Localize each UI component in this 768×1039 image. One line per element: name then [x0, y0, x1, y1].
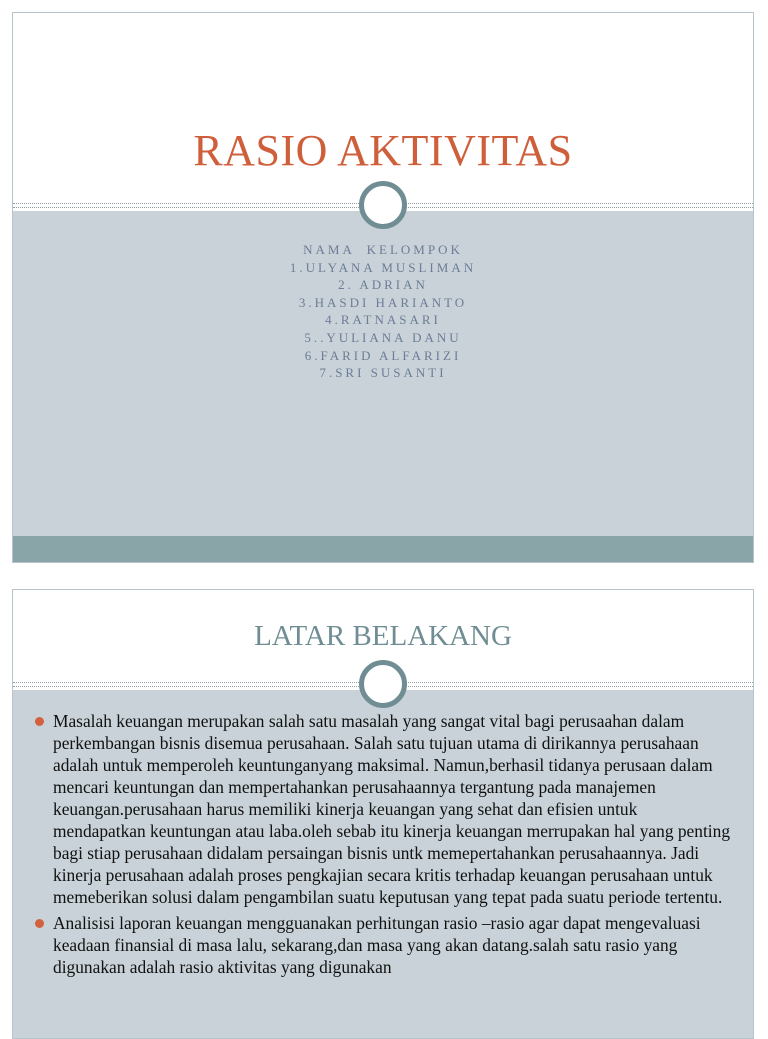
member-line: 7.SRI SUSANTI	[319, 365, 447, 381]
bullet-item	[33, 710, 733, 908]
circle-ornament-icon	[359, 181, 407, 229]
member-line: NAMA KELOMPOK	[303, 242, 463, 257]
slide-title: LATAR BELAKANG	[254, 620, 512, 652]
slide-title: RASIO AKTIVITAS	[193, 126, 573, 175]
slide-background	[12, 589, 754, 1039]
bullet-list	[33, 710, 733, 982]
bullet-item	[33, 912, 733, 978]
bullet-text: Analisisi laporan keuangan mengguanakan perhitungan rasio –rasio agar dapat mengevaluasi keadaan finansial di masa lalu, sekarang,dan masa yang akan datang.salah satu rasio yang digunakan adalah rasio aktivitas yang digunakan	[53, 913, 701, 977]
member-line: 4.RATNASARI	[325, 312, 441, 328]
member-line: 2. ADRIAN	[338, 277, 428, 293]
member-line: 3.HASDI HARIANTO	[298, 294, 468, 310]
bullet-dot-icon	[35, 717, 44, 726]
bullet-text: Masalah keuangan merupakan salah satu masalah yang sangat vital bagi perusaahan dalam perkembangan bisnis disemua perusahaan. Salah satu tujuan utama di dirikannya perusahaan adalah untuk memperoleh keuntunganyang maksimal. Namun,berhasil tidanya perusaan dalam mencari keuntungan dan mempertahankan perusahaannya tergantung pada manajemen keuangan.perusahaan harus memiliki kinerja keuangan yang sehat dan efisien untuk mendapatkan keuntungan atau laba.oleh sebab itu kinerja keuangan merrupakan hal yang penting bagi stiap perusahaan didalam persaingan bisnis untk memepertahankan perusahaannya. Jadi kinerja perusahaan adalah proses pengkajian secara kritis terhadap keuangan perusahaan untuk memeberikan solusi dalam pengambilan suatu keputusan yang tepat pada suatu periode tertentu.	[53, 711, 731, 907]
group-member-list	[13, 241, 753, 382]
member-line: 6.FARID ALFARIZI	[304, 347, 462, 363]
member-line: 1.ULYANA MUSLIMAN	[289, 259, 477, 275]
slide-title-page	[12, 12, 754, 563]
footer-band	[13, 536, 753, 562]
title-area	[13, 13, 753, 205]
bullet-dot-icon	[35, 919, 44, 928]
member-line: 5..YULIANA DANU	[304, 329, 462, 345]
circle-ornament-icon	[359, 660, 407, 708]
